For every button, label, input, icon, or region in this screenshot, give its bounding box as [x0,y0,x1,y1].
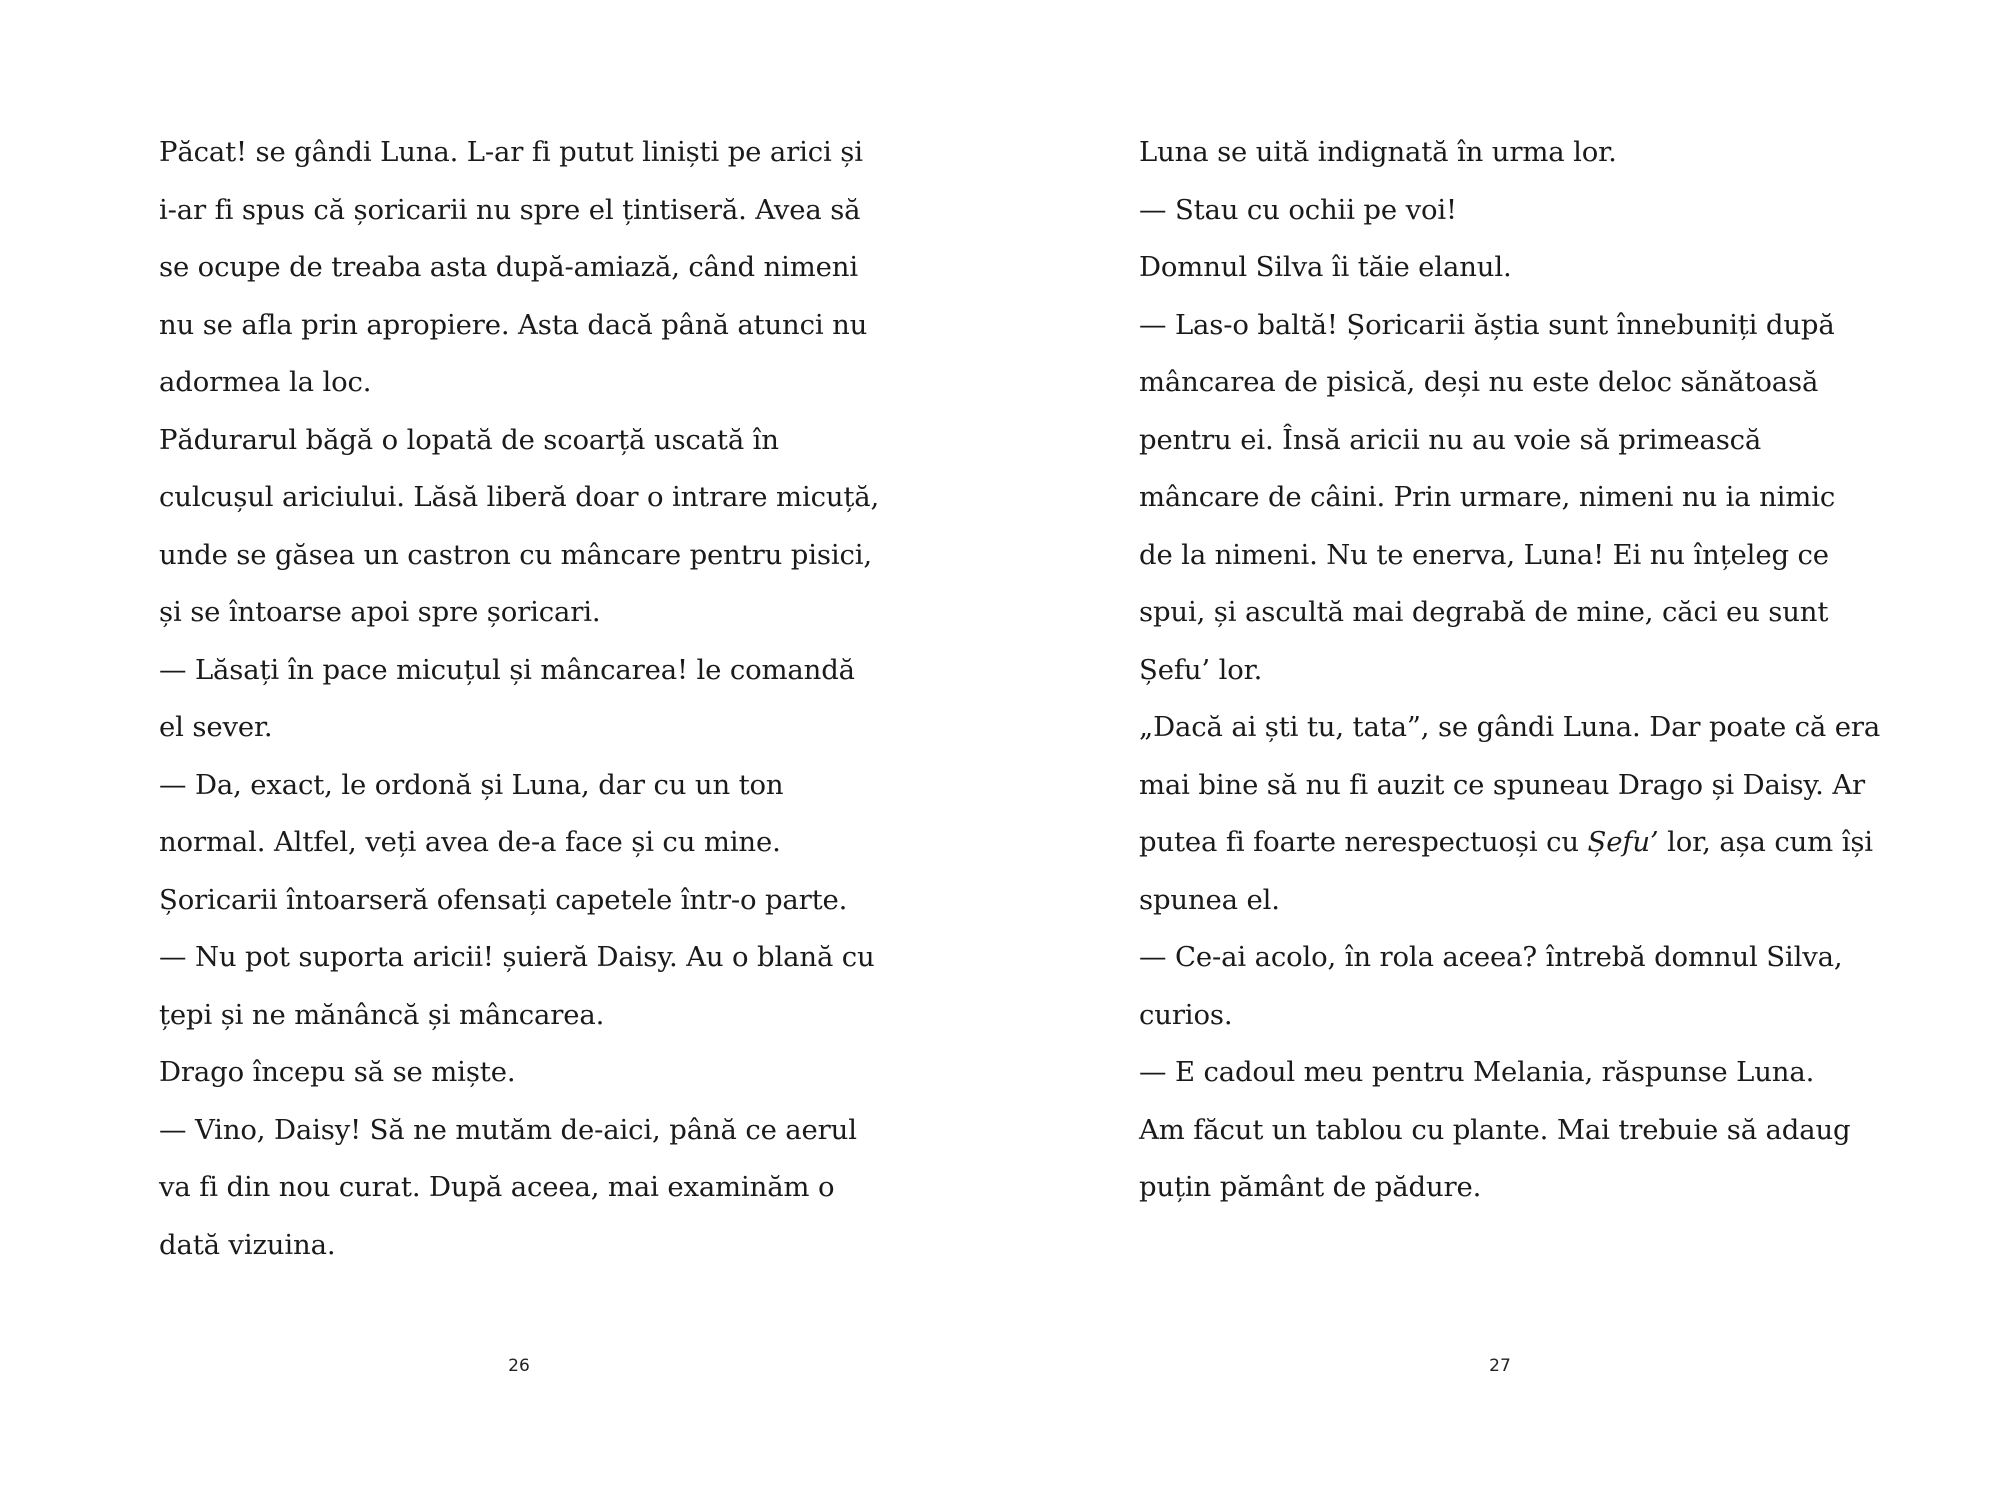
text-line: — Lăsați în pace micuțul și mâncarea! le comandă [159,653,855,686]
text-line: i-ar fi spus că șoricarii nu spre el țintiseră. Avea să [159,193,861,226]
text-line: „Dacă ai ști tu, tata”, se gândi Luna. Dar poate că era [1139,711,1881,743]
text-line: nu se afla prin apropiere. Asta dacă până atunci nu [159,308,868,341]
text-line: Șoricarii întoarseră ofensați capetele într-o parte. [159,883,848,916]
text-line: mâncarea de pisică, deși nu este deloc sănătoasă [1139,366,1819,398]
text-segment: lor, așa cum își [1658,826,1873,858]
text-line: — Las-o baltă! Șoricarii ăștia sunt înnebuniți după [1139,308,1835,341]
text-line: unde se găsea un castron cu mâncare pentru pisici, [159,538,872,571]
text-line: mâncare de câini. Prin urmare, nimeni nu ia nimic [1139,481,1836,513]
text-line: de la nimeni. Nu te enerva, Luna! Ei nu înțeleg ce [1139,538,1829,571]
text-line: Domnul Silva îi tăie elanul. [1139,251,1512,283]
text-line-with-italic [1139,814,1879,872]
text-line: Șefu’ lor. [1139,653,1263,686]
text-line: normal. Altfel, veți avea de-a face și cu mine. [159,826,781,858]
text-line: — Nu pot suporta aricii! șuieră Daisy. Au o blană cu [159,941,875,973]
text-line: curios. [1139,998,1233,1031]
text-line: puțin pământ de pădure. [1139,1171,1482,1203]
text-line: Luna se uită indignată în urma lor. [1139,136,1617,168]
text-line: se ocupe de treaba asta după-amiază, când nimeni [159,251,858,283]
text-line: și se întoarse apoi spre șoricari. [159,596,601,628]
text-line: adormea la loc. [159,366,372,398]
text-line: spui, și ascultă mai degrabă de mine, căci eu sunt [1139,596,1829,628]
italic-text: Șefu’ [1587,826,1659,858]
text-line: pentru ei. Însă aricii nu au voie să primească [1139,423,1762,456]
text-line: Am făcut un tablou cu plante. Mai trebuie să adaug [1139,1113,1851,1146]
text-line: — Ce-ai acolo, în rola aceea? întrebă domnul Silva, [1139,941,1843,973]
text-line: Păcat! se gândi Luna. L-ar fi putut liniști pe arici și [159,136,863,168]
left-page [159,124,899,1274]
page-number-left: 26 [508,1356,530,1376]
text-line: va fi din nou curat. După aceea, mai examinăm o [159,1171,835,1203]
text-line: — E cadoul meu pentru Melania, răspunse Luna. [1139,1056,1815,1088]
text-line: mai bine să nu fi auzit ce spuneau Drago și Daisy. Ar [1139,768,1866,801]
text-line: — Da, exact, le ordonă și Luna, dar cu un ton [159,768,784,801]
text-line: — Vino, Daisy! Să ne mutăm de-aici, până ce aerul [159,1113,857,1146]
text-line: el sever. [159,711,273,743]
text-line: culcușul ariciului. Lăsă liberă doar o intrare micuță, [159,481,880,513]
text-line: — Stau cu ochii pe voi! [1139,193,1457,226]
right-page [1139,124,1879,1217]
text-line: Pădurarul băgă o lopată de scoarță uscată în [159,423,779,456]
page-number-right: 27 [1489,1356,1511,1376]
text-line: țepi și ne mănâncă și mâncarea. [159,998,605,1031]
text-segment: putea fi foarte nerespectuoși cu [1139,826,1588,858]
text-line: Drago începu să se miște. [159,1056,516,1088]
text-line: dată vizuina. [159,1228,336,1261]
text-line: spunea el. [1139,883,1280,916]
